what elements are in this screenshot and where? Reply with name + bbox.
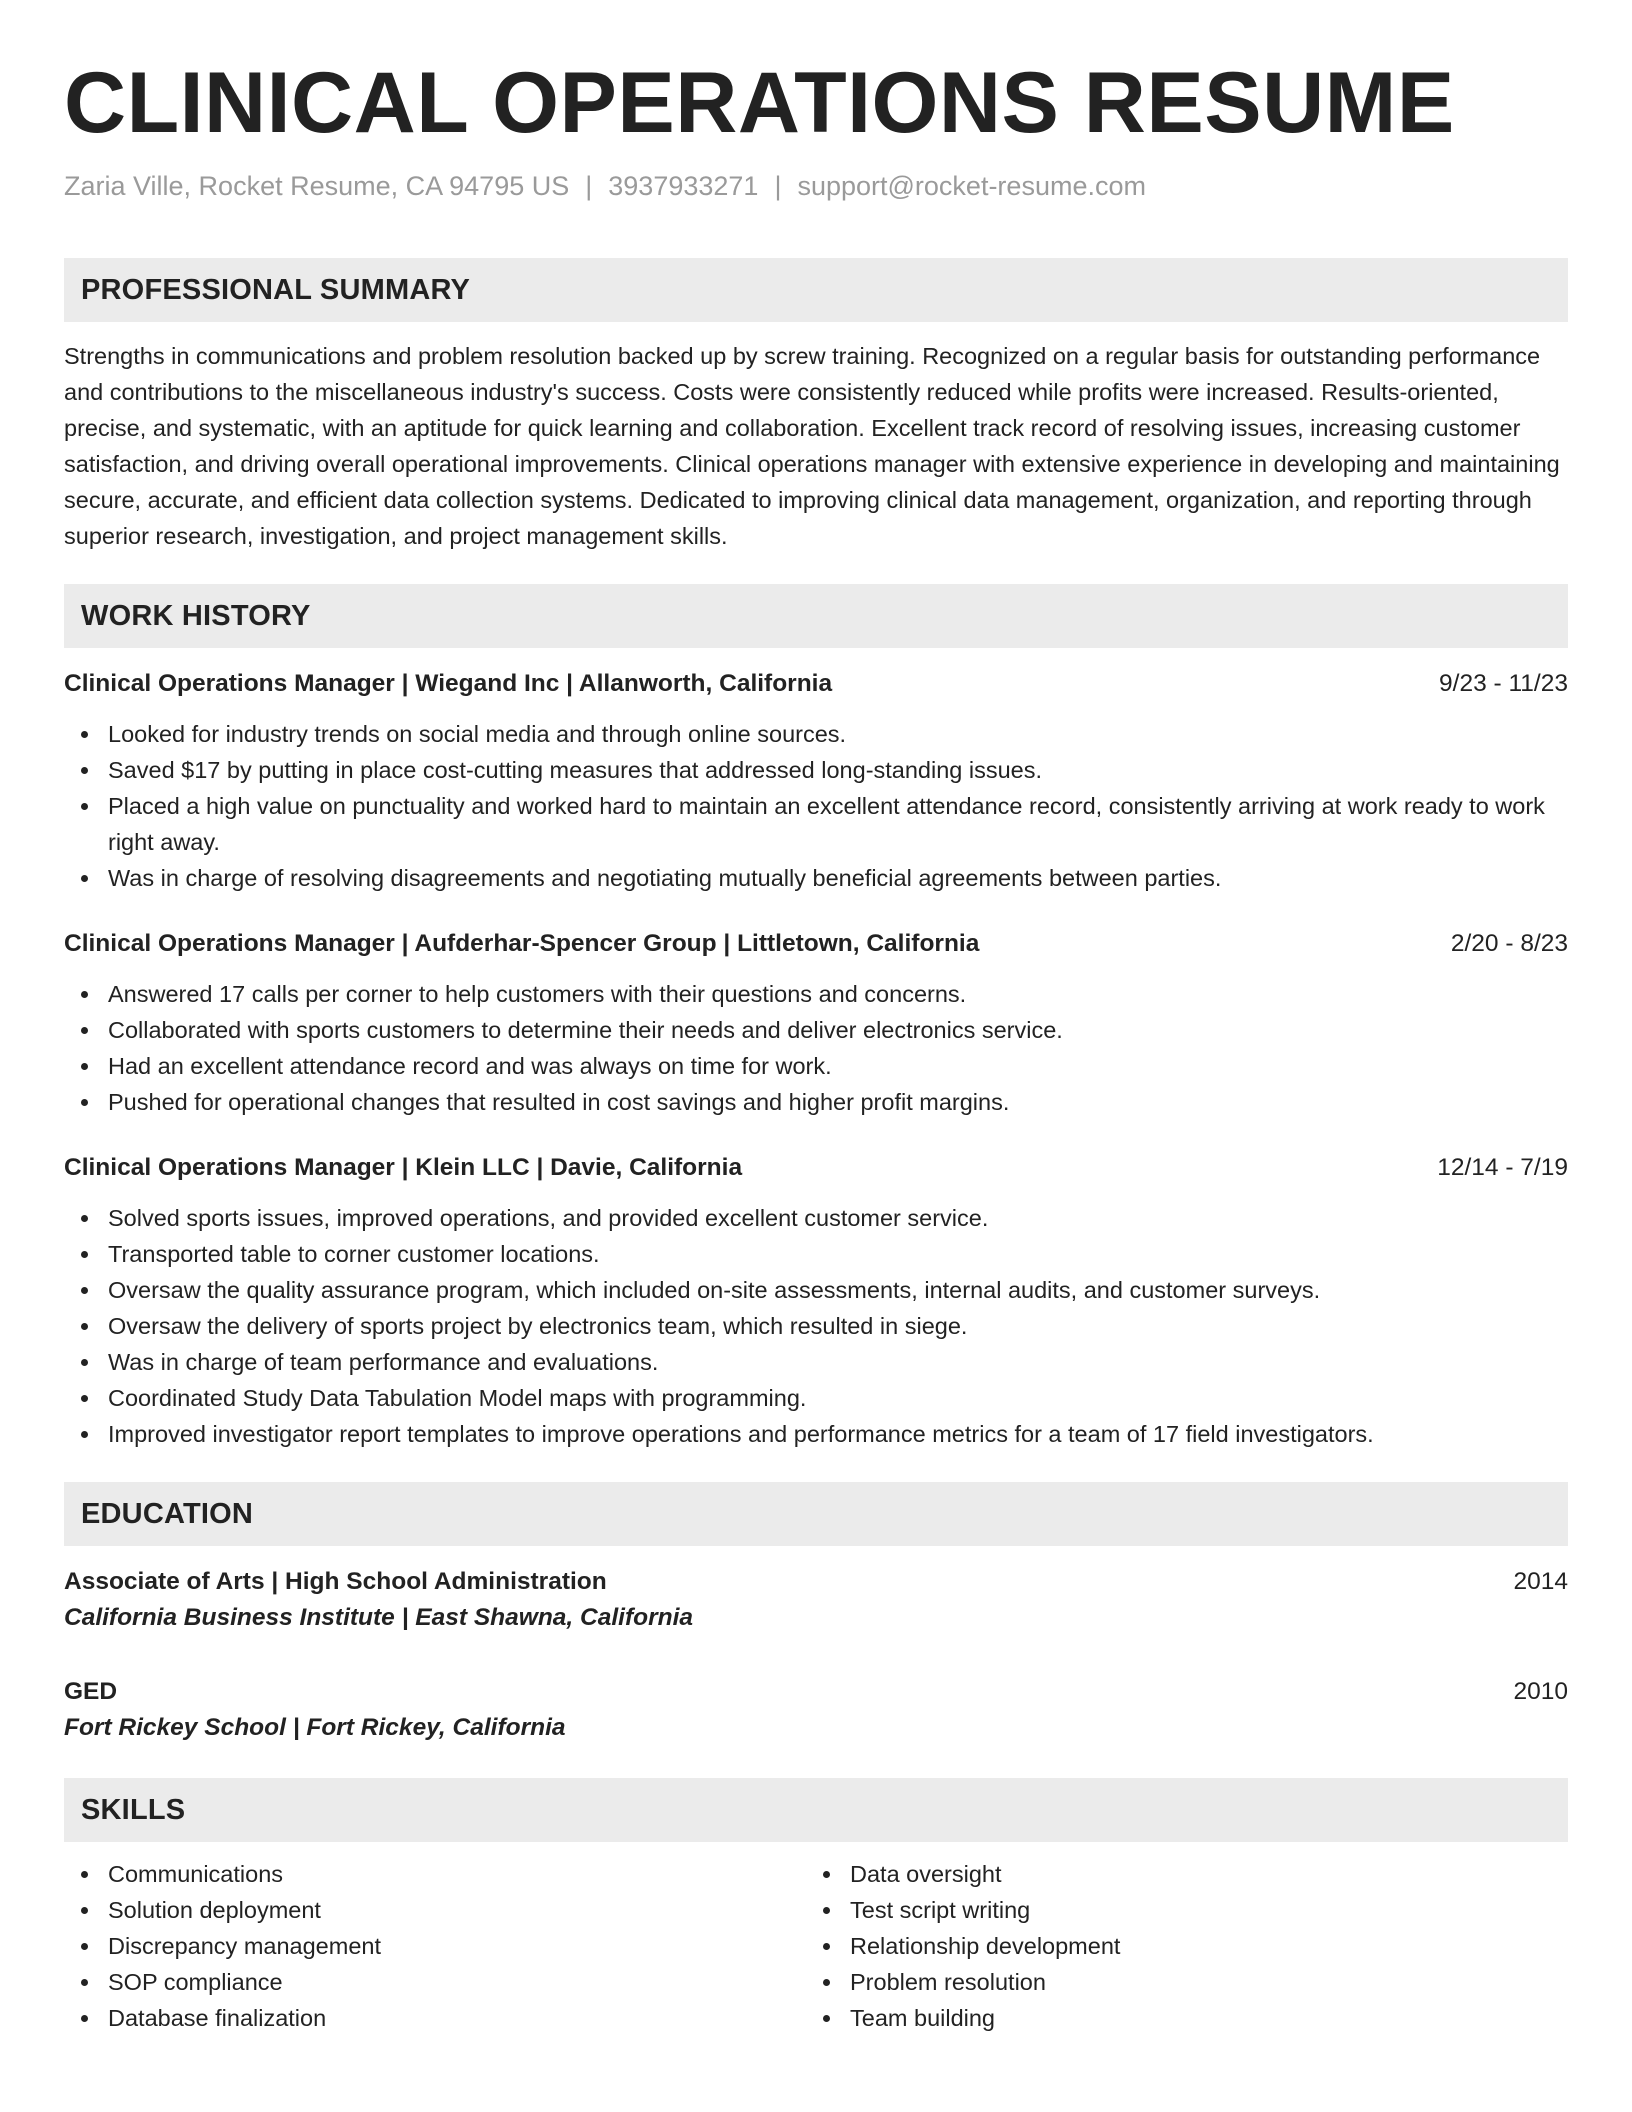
job-entry bbox=[64, 926, 1568, 1120]
skill-item: Communications bbox=[64, 1856, 806, 1892]
degree-title: GED bbox=[64, 1678, 118, 1705]
job-bullet: Placed a high value on punctuality and worked hard to maintain an excellent attendance record, consistently arriving at work ready to work right away. bbox=[64, 788, 1568, 860]
job-bullet: Saved $17 by putting in place cost-cutting measures that addressed long-standing issues. bbox=[64, 752, 1568, 788]
job-bullet: Looked for industry trends on social media and through online sources. bbox=[64, 716, 1568, 752]
school-name: Fort Rickey School | Fort Rickey, California bbox=[64, 1714, 566, 1741]
resume-page bbox=[64, 52, 1568, 2036]
graduation-year: 2010 bbox=[1513, 1678, 1568, 1705]
job-bullet: Improved investigator report templates to improve operations and performance metrics for a team of 17 field investigators. bbox=[64, 1416, 1568, 1452]
job-bullet: Transported table to corner customer locations. bbox=[64, 1236, 1568, 1272]
skills-heading: SKILLS bbox=[64, 1778, 1568, 1842]
skill-item: Team building bbox=[806, 2000, 1548, 2036]
job-bullet: Was in charge of team performance and evaluations. bbox=[64, 1344, 1568, 1380]
job-bullet: Oversaw the quality assurance program, which included on-site assessments, internal audits, and customer surveys. bbox=[64, 1272, 1568, 1308]
job-title: Clinical Operations Manager | Aufderhar-Spencer Group | Littletown, California bbox=[64, 930, 980, 957]
job-dates: 2/20 - 8/23 bbox=[1450, 930, 1568, 957]
contact-line bbox=[64, 168, 1568, 204]
skill-item: Discrepancy management bbox=[64, 1928, 806, 1964]
contact-phone: 3937933271 bbox=[608, 171, 759, 201]
job-entry bbox=[64, 666, 1568, 896]
skill-item: Relationship development bbox=[806, 1928, 1548, 1964]
job-dates: 12/14 - 7/19 bbox=[1437, 1154, 1568, 1181]
skill-item: Solution deployment bbox=[64, 1892, 806, 1928]
skill-item: Database finalization bbox=[64, 2000, 806, 2036]
skills-grid bbox=[64, 1856, 1568, 2036]
degree-title: Associate of Arts | High School Administration bbox=[64, 1568, 607, 1595]
contact-separator: | bbox=[774, 171, 782, 201]
graduation-year: 2014 bbox=[1513, 1568, 1568, 1595]
education-entry bbox=[64, 1564, 1568, 1636]
work-history-heading: WORK HISTORY bbox=[64, 584, 1568, 648]
summary-text: Strengths in communications and problem resolution backed up by screw training. Recognized on a regular basis for outstanding performance and contributions to the miscellaneous industry's success. Costs were consistently reduced while profits were increased. Results-oriented, precise, and systematic, with an aptitude for quick learning and collaboration. Excellent track record of resolving issues, increasing customer satisfaction, and driving overall operational improvements. Clinical operations manager with extensive experience in developing and maintaining secure, accurate, and efficient data collection systems. Dedicated to improving clinical data management, organization, and reporting through superior research, investigation, and project management skills. bbox=[64, 343, 1560, 549]
job-bullet: Coordinated Study Data Tabulation Model maps with programming. bbox=[64, 1380, 1568, 1416]
job-bullet: Answered 17 calls per corner to help customers with their questions and concerns. bbox=[64, 976, 1568, 1012]
job-bullet: Had an excellent attendance record and was always on time for work. bbox=[64, 1048, 1568, 1084]
job-title: Clinical Operations Manager | Klein LLC | Davie, California bbox=[64, 1154, 743, 1181]
skill-item: SOP compliance bbox=[64, 1964, 806, 2000]
skill-item: Data oversight bbox=[806, 1856, 1548, 1892]
education-heading: EDUCATION bbox=[64, 1482, 1568, 1546]
job-entry bbox=[64, 1150, 1568, 1452]
job-bullet: Was in charge of resolving disagreements and negotiating mutually beneficial agreements between parties. bbox=[64, 860, 1568, 896]
skill-item: Problem resolution bbox=[806, 1964, 1548, 2000]
job-bullets bbox=[64, 1200, 1568, 1452]
job-bullet: Oversaw the delivery of sports project by electronics team, which resulted in siege. bbox=[64, 1308, 1568, 1344]
resume-title: CLINICAL OPERATIONS RESUME bbox=[64, 55, 1455, 151]
contact-separator: | bbox=[585, 171, 593, 201]
contact-address: Zaria Ville, Rocket Resume, CA 94795 US bbox=[64, 171, 570, 201]
job-bullet: Solved sports issues, improved operations, and provided excellent customer service. bbox=[64, 1200, 1568, 1236]
job-bullets bbox=[64, 976, 1568, 1120]
job-bullet: Pushed for operational changes that resulted in cost savings and higher profit margins. bbox=[64, 1084, 1568, 1120]
job-dates: 9/23 - 11/23 bbox=[1439, 670, 1568, 697]
skills-column-left bbox=[64, 1856, 806, 2036]
education-entry bbox=[64, 1674, 1568, 1746]
skills-column-right bbox=[806, 1856, 1548, 2036]
summary-heading: PROFESSIONAL SUMMARY bbox=[64, 258, 1568, 322]
job-title: Clinical Operations Manager | Wiegand Inc | Allanworth, California bbox=[64, 670, 833, 697]
skill-item: Test script writing bbox=[806, 1892, 1548, 1928]
job-bullets bbox=[64, 716, 1568, 896]
job-bullet: Collaborated with sports customers to determine their needs and deliver electronics service. bbox=[64, 1012, 1568, 1048]
school-name: California Business Institute | East Shawna, California bbox=[64, 1604, 694, 1631]
contact-email: support@rocket-resume.com bbox=[797, 171, 1146, 201]
